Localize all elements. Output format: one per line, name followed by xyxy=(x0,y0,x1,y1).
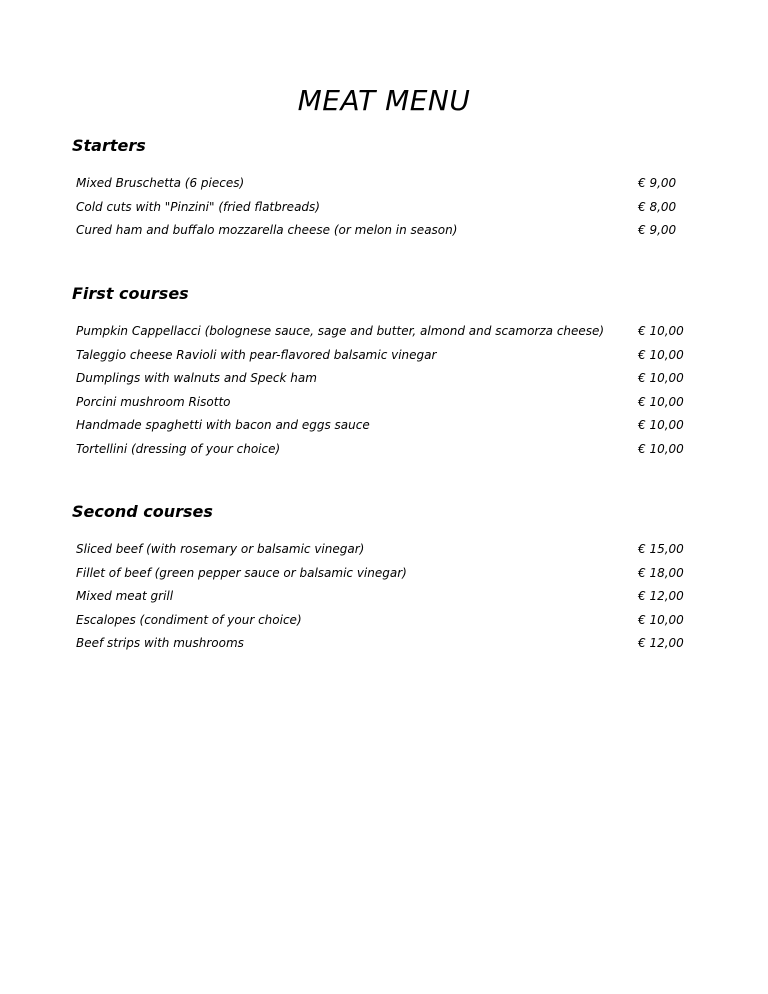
menu-item xyxy=(72,172,712,196)
menu-item-name: Tortellini (dressing of your choice) xyxy=(76,441,281,456)
menu-item xyxy=(72,391,712,415)
menu-item-price: € 10,00 xyxy=(638,441,684,456)
menu-item-price: € 10,00 xyxy=(638,371,684,385)
menu-item xyxy=(72,367,712,391)
menu-title: MEAT MENU xyxy=(297,84,471,117)
menu-item-name: Cold cuts with "Pinzini" (fried flatbreads) xyxy=(76,199,320,214)
menu-item-price: € 10,00 xyxy=(638,347,684,362)
menu-item-name: Porcini mushroom Risotto xyxy=(76,394,231,409)
menu-item xyxy=(72,562,712,586)
menu-item-price: € 12,00 xyxy=(638,589,684,603)
menu-item-name: Mixed meat grill xyxy=(76,589,174,603)
menu-item-price: € 10,00 xyxy=(638,324,684,338)
menu-item-name: Escalopes (condiment of your choice) xyxy=(76,612,302,627)
menu-item xyxy=(72,585,712,609)
menu-item-price: € 10,00 xyxy=(638,394,684,409)
section-first-courses xyxy=(72,284,712,461)
menu-item-price: € 9,00 xyxy=(638,223,677,237)
menu-item xyxy=(72,219,712,243)
menu-item-name: Pumpkin Cappellacci (bolognese sauce, sage and butter, almond and scamorza cheese) xyxy=(76,324,605,338)
section-heading-starters: Starters xyxy=(72,136,146,155)
menu-item xyxy=(72,320,712,344)
menu-item-name: Beef strips with mushrooms xyxy=(76,636,244,650)
menu-item xyxy=(72,414,712,438)
menu-item xyxy=(72,538,712,562)
menu-item-name: Dumplings with walnuts and Speck ham xyxy=(76,371,317,385)
section-heading-second-courses: Second courses xyxy=(72,502,213,521)
menu-item xyxy=(72,632,712,656)
menu-item-name: Cured ham and buffalo mozzarella cheese (or melon in season) xyxy=(76,223,458,237)
menu-item-price: € 8,00 xyxy=(638,199,677,214)
menu-item xyxy=(72,344,712,368)
menu-item-price: € 10,00 xyxy=(638,612,684,627)
menu-item-price: € 12,00 xyxy=(638,636,684,650)
menu-item-price: € 10,00 xyxy=(638,418,684,432)
menu-item-price: € 9,00 xyxy=(638,176,677,190)
menu-item-name: Sliced beef (with rosemary or balsamic vinegar) xyxy=(76,542,365,556)
menu-item xyxy=(72,609,712,633)
menu-item-name: Fillet of beef (green pepper sauce or balsamic vinegar) xyxy=(76,565,407,580)
section-starters xyxy=(72,136,712,243)
menu-item-name: Handmade spaghetti with bacon and eggs sauce xyxy=(76,418,370,432)
section-second-courses xyxy=(72,502,712,656)
menu-item-name: Mixed Bruschetta (6 pieces) xyxy=(76,176,245,190)
menu-item-price: € 15,00 xyxy=(638,542,684,556)
menu-item xyxy=(72,438,712,462)
section-heading-first-courses: First courses xyxy=(72,284,189,303)
menu-item xyxy=(72,196,712,220)
menu-item-price: € 18,00 xyxy=(638,565,684,580)
menu-item-name: Taleggio cheese Ravioli with pear-flavored balsamic vinegar xyxy=(76,347,437,362)
